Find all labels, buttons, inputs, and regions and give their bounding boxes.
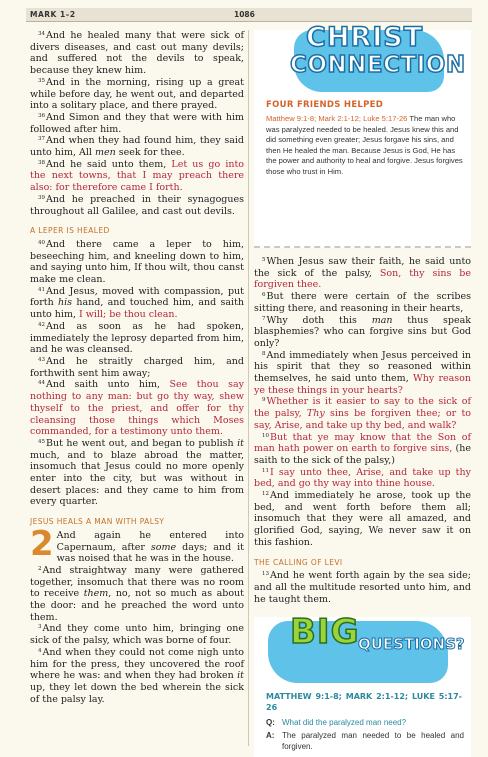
verse-1-45: $^{45}$But he went out, and began to publish it much, and to blaze abroad the matter, insomuch that Jesus could no more openly enter into the city, but was without in desert places: and they came to him from every quarter. [30, 437, 244, 508]
answer-label: A: [266, 731, 275, 741]
question-row [266, 717, 464, 728]
section-heading-palsy: JESUS HEALS A MAN WITH PALSY [30, 517, 165, 527]
verse-1-39: $^{39}$And he preached in their synagogues throughout all Galilee, and cast out devils. [30, 193, 244, 217]
section-heading-leper: A LEPER IS HEALED [30, 226, 110, 236]
verse-2-11: $^{11}$I say unto thee, Arise, and take up thy bed, and go thy way into thine house. [254, 466, 471, 490]
answer-text: The paralyzed man needed to be healed and forgiven. [282, 731, 464, 752]
logo-word-connection: CONNECTION [290, 52, 466, 78]
big-questions-reference: MATTHEW 9:1-8; MARK 2:1-12; LUKE 5:17-26 [266, 692, 462, 713]
verse-1-35: $^{35}$And in the morning, rising up a great while before day, he went out, and departed into a solitary place, and there prayed. [30, 76, 244, 112]
christ-connection-body: Matthew 9:1-8; Mark 2:1-12; Luke 5:17-26 The man who was paralyzed needed to be healed. Jesus knew this and did something even greater; Jesus forgave his sins, and then He healed the man. Because Jesus is God, He has the power and authority to heal and forgive. Jesus forgives those who trust in Him. [266, 114, 463, 176]
left-column [30, 30, 244, 705]
verse-1-38: $^{38}$And he said unto them, Let us go into the next towns, that I may preach there also: for therefore came I forth. [30, 158, 245, 194]
verse-1-40: $^{40}$And there came a leper to him, beseeching him, and kneeling down to him, and saying unto him, If thou wilt, thou canst make me clean. [30, 238, 244, 286]
verse-2-10: $^{10}$But that ye may know that the Son of man hath power on earth to forgive sins, (he saith to the sick of the palsy,) [254, 431, 471, 466]
verse-1-42: $^{42}$And as soon as he had spoken, immediately the leprosy departed from him, and he was cleansed. [30, 320, 244, 356]
logo-word-big: BIG [290, 612, 360, 653]
verse-2-13: $^{13}$And he went forth again by the sea side; and all the multitude resorted unto him, and he taught them. [254, 570, 471, 605]
chapter-reference: MARK 1–2 [30, 10, 76, 19]
verse-1-37: $^{37}$And when they had found him, they said unto him, All men seek for thee. [30, 135, 244, 159]
section-heading-levi: THE CALLING OF LEVI [254, 557, 343, 567]
christ-connection-reference: Matthew 9:1-8; Mark 2:1-12; Luke 5:17-26 [266, 114, 408, 123]
christ-connection-logo [284, 22, 466, 96]
question-answer [266, 717, 464, 754]
column-divider [248, 30, 249, 746]
verse-1-44: $^{44}$And saith unto him, See thou say nothing to any man: but go thy way, shew thyself to the priest, and offer for thy cleansing those things which Moses commanded, for a testimony unto them. [30, 379, 244, 438]
verse-1-43: $^{43}$And he straitly charged him, and forthwith sent him away; [30, 355, 244, 379]
verse-1-36: $^{36}$And Simon and they that were with him followed after him. [30, 111, 244, 135]
right-column [254, 22, 471, 757]
verse-2-2: $^2$And straightway many were gathered together, insomuch that there was no room to receive them, no, not so much as about the door: and he preached the word unto them. [30, 564, 244, 623]
page-header [26, 8, 472, 22]
verse-1-41: $^{41}$And Jesus, moved with compassion, put forth his hand, and touched him, and saith unto him, I will; be thou clean. [30, 285, 245, 321]
verse-1-34: $^{34}$And he healed many that were sick of divers diseases, and cast out many devils; and suffered not the devils to speak, because they knew him. [30, 30, 244, 77]
verse-2-12: $^{12}$And immediately he arose, took up the bed, and went forth before them all; insomuch that they were all amazed, and glorified God, saying, We never saw it on this fashion. [254, 490, 471, 548]
answer-row [266, 730, 464, 752]
chapter-drop-cap: 2 [30, 523, 54, 564]
page-number: 1086 [234, 10, 255, 19]
verse-2-8: $^8$And immediately when Jesus perceived in his spirit that they so reasoned within themselves, he said unto them, Why reason ye these things in your hearts? [254, 349, 471, 396]
verse-2-7: $^7$Why doth this man thus speak blasphemies? who can forgive sins but God only? [254, 314, 471, 349]
verse-2-9: $^9$Whether is it easier to say to the sick of the palsy, Thy sins be forgiven thee; or to say, Arise, and take up thy bed, and walk? [254, 396, 471, 431]
christ-connection-heading: FOUR FRIENDS HELPED [266, 100, 384, 110]
verse-2-1: 2 And again he entered into Capernaum, after some days; and it was noised that he was in the house. [30, 523, 244, 565]
verse-2-5: $^5$When Jesus saw their faith, he said unto the sick of the palsy, Son, thy sins be forgiven thee. [254, 256, 471, 291]
question-label: Q: [266, 718, 275, 728]
christ-connection-box [254, 22, 471, 248]
logo-word-christ: CHRIST [306, 22, 424, 53]
verse-2-6: $^6$But there were certain of the scribes sitting there, and reasoning in their hearts, [254, 291, 471, 314]
big-questions-box [254, 612, 471, 757]
verse-2-3: $^3$And they come unto him, bringing one sick of the palsy, which was borne of four. [30, 623, 244, 647]
logo-word-questions: QUESTIONS? [358, 635, 465, 654]
question-text: What did the paralyzed man need? [282, 718, 407, 728]
verse-2-4: $^4$And when they could not come nigh unto him for the press, they uncovered the roof where he was: and when they had broken it up, they let down the bed wherein the sick of the palsy lay. [30, 646, 244, 705]
